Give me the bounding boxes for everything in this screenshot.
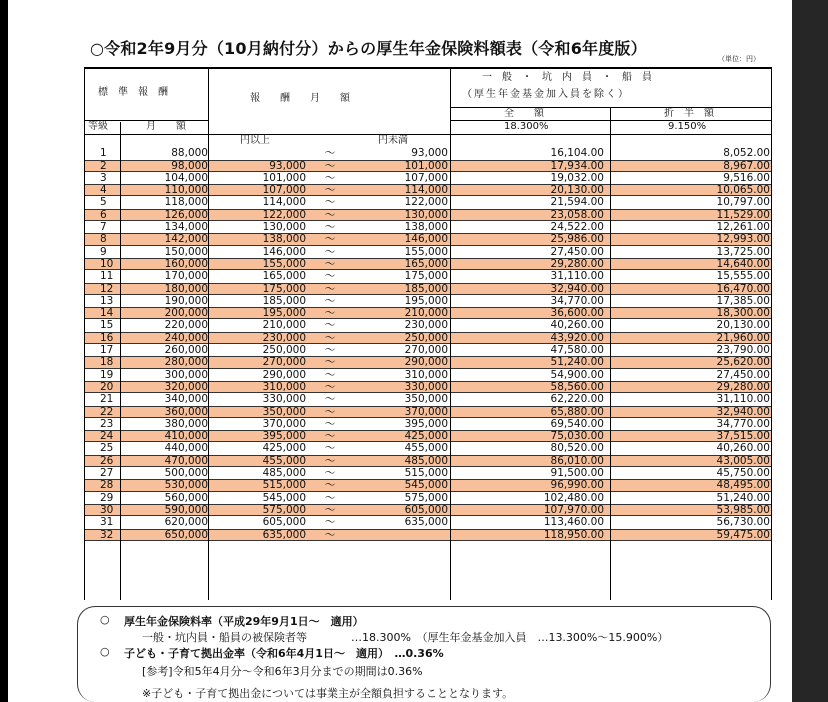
notes-box: [77, 606, 771, 702]
range-from-cell: 93,000: [269, 159, 306, 172]
full-amount-cell: 19,032.00: [550, 171, 604, 184]
range-tilde: ～: [324, 270, 336, 283]
range-from-cell: 146,000: [262, 245, 306, 258]
bullet-circle: ○: [100, 613, 110, 626]
range-to-cell: 138,000: [404, 221, 448, 234]
range-to-cell: 545,000: [404, 479, 448, 492]
full-amount-cell: 36,600.00: [550, 307, 604, 320]
range-to-cell: 210,000: [404, 307, 448, 320]
range-to-cell: 107,000: [404, 171, 448, 184]
full-amount-cell: 32,940.00: [550, 282, 604, 295]
full-amount-cell: 29,280.00: [550, 257, 604, 270]
grade-cell: 18: [100, 356, 114, 369]
range-to-cell: 310,000: [404, 368, 448, 381]
standard-amount-cell: 200,000: [164, 307, 208, 320]
table-line: [120, 122, 121, 600]
half-amount-cell: 14,640.00: [716, 257, 770, 270]
grade-cell: 13: [100, 294, 114, 307]
full-amount-cell: 62,220.00: [550, 393, 604, 406]
range-to-cell: 485,000: [404, 454, 448, 467]
range-tilde: ～: [324, 516, 336, 529]
range-tilde: ～: [324, 503, 336, 516]
table-row: [84, 160, 772, 172]
standard-amount-cell: 340,000: [164, 393, 208, 406]
full-amount-cell: 47,580.00: [550, 344, 604, 357]
table-row: [84, 147, 772, 159]
range-tilde: ～: [324, 405, 336, 418]
grade-cell: 20: [100, 380, 114, 393]
range-tilde: ～: [324, 430, 336, 443]
range-to-cell: 395,000: [404, 417, 448, 430]
pension-rate-line: 一般・坑内員・船員の被保険者等 …18.300% （厚生年金基金加入員 …13.300%～15.900%）: [142, 631, 669, 644]
table-row: [84, 344, 772, 356]
range-from-cell: 270,000: [262, 356, 306, 369]
table-row: [84, 418, 772, 430]
grade-header: 等級: [88, 121, 108, 132]
standard-amount-cell: 620,000: [164, 516, 208, 529]
half-amount-cell: 40,260.00: [716, 442, 770, 455]
unit-row: [84, 135, 772, 147]
range-to-cell: 330,000: [404, 380, 448, 393]
grade-cell: 24: [100, 430, 114, 443]
standard-amount-cell: 126,000: [164, 208, 208, 221]
range-tilde: ～: [324, 294, 336, 307]
full-amount-cell: 54,900.00: [550, 368, 604, 381]
standard-amount-cell: 590,000: [164, 503, 208, 516]
half-amount-cell: 51,240.00: [716, 491, 770, 504]
viewer-frame: [792, 0, 828, 702]
grade-cell: 14: [100, 307, 114, 320]
full-amount-header: 全 額: [504, 108, 544, 119]
grade-cell: 31: [100, 516, 114, 529]
bullet-circle: ○: [100, 645, 110, 658]
half-amount-cell: 8,052.00: [723, 147, 770, 160]
range-to-cell: 93,000: [411, 147, 448, 160]
standard-amount-cell: 150,000: [164, 245, 208, 258]
table-line: [450, 67, 451, 600]
range-from-cell: 122,000: [262, 208, 306, 221]
range-from-cell: 545,000: [262, 491, 306, 504]
grade-cell: 22: [100, 405, 114, 418]
standard-amount-cell: 190,000: [164, 294, 208, 307]
from-label: 円以上: [240, 135, 270, 146]
grade-cell: 19: [100, 368, 114, 381]
range-from-cell: 230,000: [262, 331, 306, 344]
table-body: [84, 147, 772, 541]
table-row: [84, 516, 772, 528]
table-header: [84, 67, 772, 135]
grade-cell: 28: [100, 479, 114, 492]
full-amount-cell: 23,058.00: [550, 208, 604, 221]
footnote: ※子ども・子育て拠出金については事業主が全額負担することとなります。: [142, 687, 514, 700]
range-from-cell: 185,000: [262, 294, 306, 307]
half-amount-cell: 21,960.00: [716, 331, 770, 344]
half-amount-cell: 37,515.00: [716, 430, 770, 443]
range-from-cell: 138,000: [262, 233, 306, 246]
range-from-cell: 370,000: [262, 417, 306, 430]
table-row: [84, 467, 772, 479]
half-amount-cell: 12,261.00: [716, 221, 770, 234]
full-amount-cell: 102,480.00: [543, 491, 604, 504]
half-amount-cell: 13,725.00: [716, 245, 770, 258]
grade-cell: 7: [100, 221, 107, 234]
range-to-cell: 250,000: [404, 331, 448, 344]
range-tilde: ～: [324, 233, 336, 246]
table-row: [84, 332, 772, 344]
grade-cell: 5: [100, 196, 107, 209]
range-to-cell: 185,000: [404, 282, 448, 295]
range-from-cell: 395,000: [262, 430, 306, 443]
standard-amount-cell: 260,000: [164, 344, 208, 357]
full-rate: 18.300%: [504, 121, 549, 132]
table-line: [771, 67, 772, 600]
range-tilde: ～: [324, 282, 336, 295]
range-tilde: ～: [324, 245, 336, 258]
table-row: [84, 529, 772, 541]
full-amount-cell: 69,540.00: [550, 417, 604, 430]
range-tilde: ～: [324, 528, 336, 541]
range-tilde: ～: [324, 331, 336, 344]
full-amount-cell: 40,260.00: [550, 319, 604, 332]
grade-cell: 29: [100, 491, 114, 504]
half-amount-cell: 15,555.00: [716, 270, 770, 283]
half-amount-cell: 17,385.00: [716, 294, 770, 307]
range-tilde: ～: [324, 454, 336, 467]
page-title: ○令和2年9月分（10月納付分）からの厚生年金保険料額表（令和6年度版）: [90, 39, 647, 58]
full-amount-cell: 25,986.00: [550, 233, 604, 246]
range-to-cell: 101,000: [404, 159, 448, 172]
table-row: [84, 319, 772, 331]
range-to-cell: 350,000: [404, 393, 448, 406]
to-label: 円未満: [378, 135, 408, 146]
grade-cell: 1: [100, 147, 107, 160]
full-amount-cell: 34,770.00: [550, 294, 604, 307]
range-from-cell: 250,000: [262, 344, 306, 357]
half-amount-cell: 48,495.00: [716, 479, 770, 492]
grade-cell: 17: [100, 344, 114, 357]
range-tilde: ～: [324, 491, 336, 504]
standard-amount-cell: 142,000: [164, 233, 208, 246]
full-amount-cell: 58,560.00: [550, 380, 604, 393]
range-tilde: ～: [324, 393, 336, 406]
table-row: [84, 246, 772, 258]
range-tilde: ～: [324, 257, 336, 270]
range-tilde: ～: [324, 344, 336, 357]
half-amount-header: 折 半 額: [664, 108, 714, 119]
range-from-cell: 575,000: [262, 503, 306, 516]
full-amount-cell: 118,950.00: [543, 528, 604, 541]
premium-table: [84, 135, 772, 541]
full-amount-cell: 96,990.00: [550, 479, 604, 492]
header-top-border: [84, 67, 772, 69]
range-tilde: ～: [324, 417, 336, 430]
half-amount-cell: 25,620.00: [716, 356, 770, 369]
range-tilde: ～: [324, 356, 336, 369]
half-amount-cell: 10,065.00: [716, 184, 770, 197]
range-from-cell: 290,000: [262, 368, 306, 381]
pension-rate-title: 厚生年金保険料率（平成29年9月1日～ 適用）: [124, 615, 364, 628]
range-from-cell: 210,000: [262, 319, 306, 332]
full-amount-cell: 75,030.00: [550, 430, 604, 443]
range-to-cell: 195,000: [404, 294, 448, 307]
range-tilde: ～: [324, 208, 336, 221]
full-amount-cell: 20,130.00: [550, 184, 604, 197]
table-row: [84, 209, 772, 221]
range-tilde: ～: [324, 184, 336, 197]
grade-cell: 4: [100, 184, 107, 197]
standard-amount-cell: 470,000: [164, 454, 208, 467]
grade-cell: 23: [100, 417, 114, 430]
table-line: [84, 67, 85, 600]
grade-cell: 12: [100, 282, 114, 295]
standard-amount-cell: 380,000: [164, 417, 208, 430]
half-amount-cell: 16,470.00: [716, 282, 770, 295]
table-row: [84, 406, 772, 418]
table-row: [84, 442, 772, 454]
table-row: [84, 221, 772, 233]
range-from-cell: 515,000: [262, 479, 306, 492]
standard-amount-cell: 180,000: [164, 282, 208, 295]
standard-amount-cell: 134,000: [164, 221, 208, 234]
range-to-cell: 455,000: [404, 442, 448, 455]
range-to-cell: 175,000: [404, 270, 448, 283]
range-tilde: ～: [324, 171, 336, 184]
range-to-cell: 130,000: [404, 208, 448, 221]
range-to-cell: 605,000: [404, 503, 448, 516]
grade-cell: 26: [100, 454, 114, 467]
range-tilde: ～: [324, 442, 336, 455]
standard-amount-cell: 530,000: [164, 479, 208, 492]
table-row: [84, 295, 772, 307]
table-row: [84, 172, 772, 184]
range-tilde: ～: [324, 307, 336, 320]
grade-cell: 9: [100, 245, 107, 258]
table-row: [84, 258, 772, 270]
standard-amount-cell: 360,000: [164, 405, 208, 418]
standard-amount-cell: 118,000: [164, 196, 208, 209]
table-row: [84, 455, 772, 467]
standard-amount-cell: 410,000: [164, 430, 208, 443]
standard-amount-cell: 110,000: [164, 184, 208, 197]
table-row: [84, 393, 772, 405]
amount-header: 月 額: [146, 121, 186, 132]
full-amount-cell: 91,500.00: [550, 467, 604, 480]
range-from-cell: 310,000: [262, 380, 306, 393]
standard-amount-cell: 300,000: [164, 368, 208, 381]
standard-amount-cell: 320,000: [164, 380, 208, 393]
range-from-cell: 130,000: [262, 221, 306, 234]
range-to-cell: 146,000: [404, 233, 448, 246]
standard-amount-cell: 170,000: [164, 270, 208, 283]
table-row: [84, 369, 772, 381]
full-amount-cell: 16,104.00: [550, 147, 604, 160]
half-amount-cell: 31,110.00: [716, 393, 770, 406]
standard-amount-cell: 104,000: [164, 171, 208, 184]
standard-amount-cell: 220,000: [164, 319, 208, 332]
table-row: [84, 196, 772, 208]
half-amount-cell: 43,005.00: [716, 454, 770, 467]
range-to-cell: 575,000: [404, 491, 448, 504]
grade-cell: 2: [100, 159, 107, 172]
range-from-cell: 195,000: [262, 307, 306, 320]
range-from-cell: 155,000: [262, 257, 306, 270]
half-amount-cell: 32,940.00: [716, 405, 770, 418]
grade-cell: 25: [100, 442, 114, 455]
grade-cell: 8: [100, 233, 107, 246]
table-row: [84, 381, 772, 393]
half-amount-cell: 56,730.00: [716, 516, 770, 529]
standard-amount-cell: 500,000: [164, 467, 208, 480]
range-from-cell: 107,000: [262, 184, 306, 197]
standard-amount-cell: 560,000: [164, 491, 208, 504]
standard-amount-cell: 160,000: [164, 257, 208, 270]
half-amount-cell: 29,280.00: [716, 380, 770, 393]
range-tilde: ～: [324, 380, 336, 393]
monthly-remuneration-header: 報 酬 月 額: [250, 93, 350, 104]
table-row: [84, 184, 772, 196]
range-to-cell: 290,000: [404, 356, 448, 369]
half-amount-cell: 45,750.00: [716, 467, 770, 480]
unit-label: （単位：円）: [718, 55, 760, 63]
full-amount-cell: 43,920.00: [550, 331, 604, 344]
half-amount-cell: 27,450.00: [716, 368, 770, 381]
standard-amount-cell: 98,000: [171, 159, 208, 172]
half-amount-cell: 10,797.00: [716, 196, 770, 209]
half-amount-cell: 9,516.00: [723, 171, 770, 184]
full-amount-cell: 21,594.00: [550, 196, 604, 209]
grade-cell: 30: [100, 503, 114, 516]
range-to-cell: 155,000: [404, 245, 448, 258]
table-line: [208, 67, 209, 600]
table-row: [84, 356, 772, 368]
range-to-cell: 165,000: [404, 257, 448, 270]
range-from-cell: 485,000: [262, 467, 306, 480]
child-rate-title: 子ども・子育て拠出金率（令和6年4月1日～ 適用） …0.36%: [124, 647, 444, 660]
grade-cell: 27: [100, 467, 114, 480]
table-line: [610, 108, 611, 600]
range-to-cell: 270,000: [404, 344, 448, 357]
half-rate: 9.150%: [668, 121, 707, 132]
range-from-cell: 605,000: [262, 516, 306, 529]
range-to-cell: 635,000: [404, 516, 448, 529]
grade-cell: 6: [100, 208, 107, 221]
table-row: [84, 479, 772, 491]
full-amount-cell: 27,450.00: [550, 245, 604, 258]
half-amount-cell: 34,770.00: [716, 417, 770, 430]
grade-cell: 32: [100, 528, 114, 541]
standard-amount-cell: 88,000: [171, 147, 208, 160]
range-tilde: ～: [324, 221, 336, 234]
full-amount-cell: 86,010.00: [550, 454, 604, 467]
range-to-cell: 425,000: [404, 430, 448, 443]
range-to-cell: 515,000: [404, 467, 448, 480]
table-row: [84, 270, 772, 282]
range-to-cell: 230,000: [404, 319, 448, 332]
standard-amount-cell: 240,000: [164, 331, 208, 344]
range-tilde: ～: [324, 467, 336, 480]
grade-cell: 11: [100, 270, 114, 283]
standard-amount-cell: 650,000: [164, 528, 208, 541]
standard-amount-cell: 440,000: [164, 442, 208, 455]
full-amount-cell: 51,240.00: [550, 356, 604, 369]
full-amount-cell: 17,934.00: [550, 159, 604, 172]
full-amount-cell: 24,522.00: [550, 221, 604, 234]
range-from-cell: 165,000: [262, 270, 306, 283]
range-from-cell: 101,000: [262, 171, 306, 184]
range-from-cell: 350,000: [262, 405, 306, 418]
general-header: 一 般 ・ 坑 内 員 ・ 船 員: [482, 72, 652, 83]
half-amount-cell: 59,475.00: [716, 528, 770, 541]
grade-cell: 16: [100, 331, 114, 344]
table-row: [84, 492, 772, 504]
half-amount-cell: 12,993.00: [716, 233, 770, 246]
half-amount-cell: 53,985.00: [716, 503, 770, 516]
half-amount-cell: 11,529.00: [716, 208, 770, 221]
reference-line: [参考]令和5年4月分～令和6年3月分までの期間は0.36%: [142, 665, 423, 678]
header-divider: [450, 120, 772, 121]
header-divider: [450, 107, 772, 108]
table-row: [84, 307, 772, 319]
half-amount-cell: 8,967.00: [723, 159, 770, 172]
grade-cell: 3: [100, 171, 107, 184]
full-amount-cell: 31,110.00: [550, 270, 604, 283]
full-amount-cell: 107,970.00: [543, 503, 604, 516]
range-from-cell: 635,000: [262, 528, 306, 541]
grade-cell: 15: [100, 319, 114, 332]
table-row: [84, 233, 772, 245]
range-tilde: ～: [324, 147, 336, 160]
half-amount-cell: 20,130.00: [716, 319, 770, 332]
standard-remuneration-header: 標 準 報 酬: [98, 87, 168, 98]
range-tilde: ～: [324, 479, 336, 492]
range-from-cell: 175,000: [262, 282, 306, 295]
range-tilde: ～: [324, 368, 336, 381]
table-row: [84, 504, 772, 516]
table-row: [84, 283, 772, 295]
full-amount-cell: 65,880.00: [550, 405, 604, 418]
range-from-cell: 114,000: [262, 196, 306, 209]
full-amount-cell: 80,520.00: [550, 442, 604, 455]
grade-cell: 21: [100, 393, 114, 406]
range-tilde: ～: [324, 196, 336, 209]
range-from-cell: 330,000: [262, 393, 306, 406]
half-amount-cell: 23,790.00: [716, 344, 770, 357]
range-to-cell: 114,000: [404, 184, 448, 197]
range-to-cell: 370,000: [404, 405, 448, 418]
table-row: [84, 430, 772, 442]
range-to-cell: 122,000: [404, 196, 448, 209]
range-from-cell: 425,000: [262, 442, 306, 455]
range-tilde: ～: [324, 319, 336, 332]
full-amount-cell: 113,460.00: [543, 516, 604, 529]
half-amount-cell: 18,300.00: [716, 307, 770, 320]
general-subheader: （厚生年金基金加入員を除く）: [462, 89, 630, 100]
range-from-cell: 455,000: [262, 454, 306, 467]
standard-amount-cell: 280,000: [164, 356, 208, 369]
grade-cell: 10: [100, 257, 114, 270]
range-tilde: ～: [324, 159, 336, 172]
